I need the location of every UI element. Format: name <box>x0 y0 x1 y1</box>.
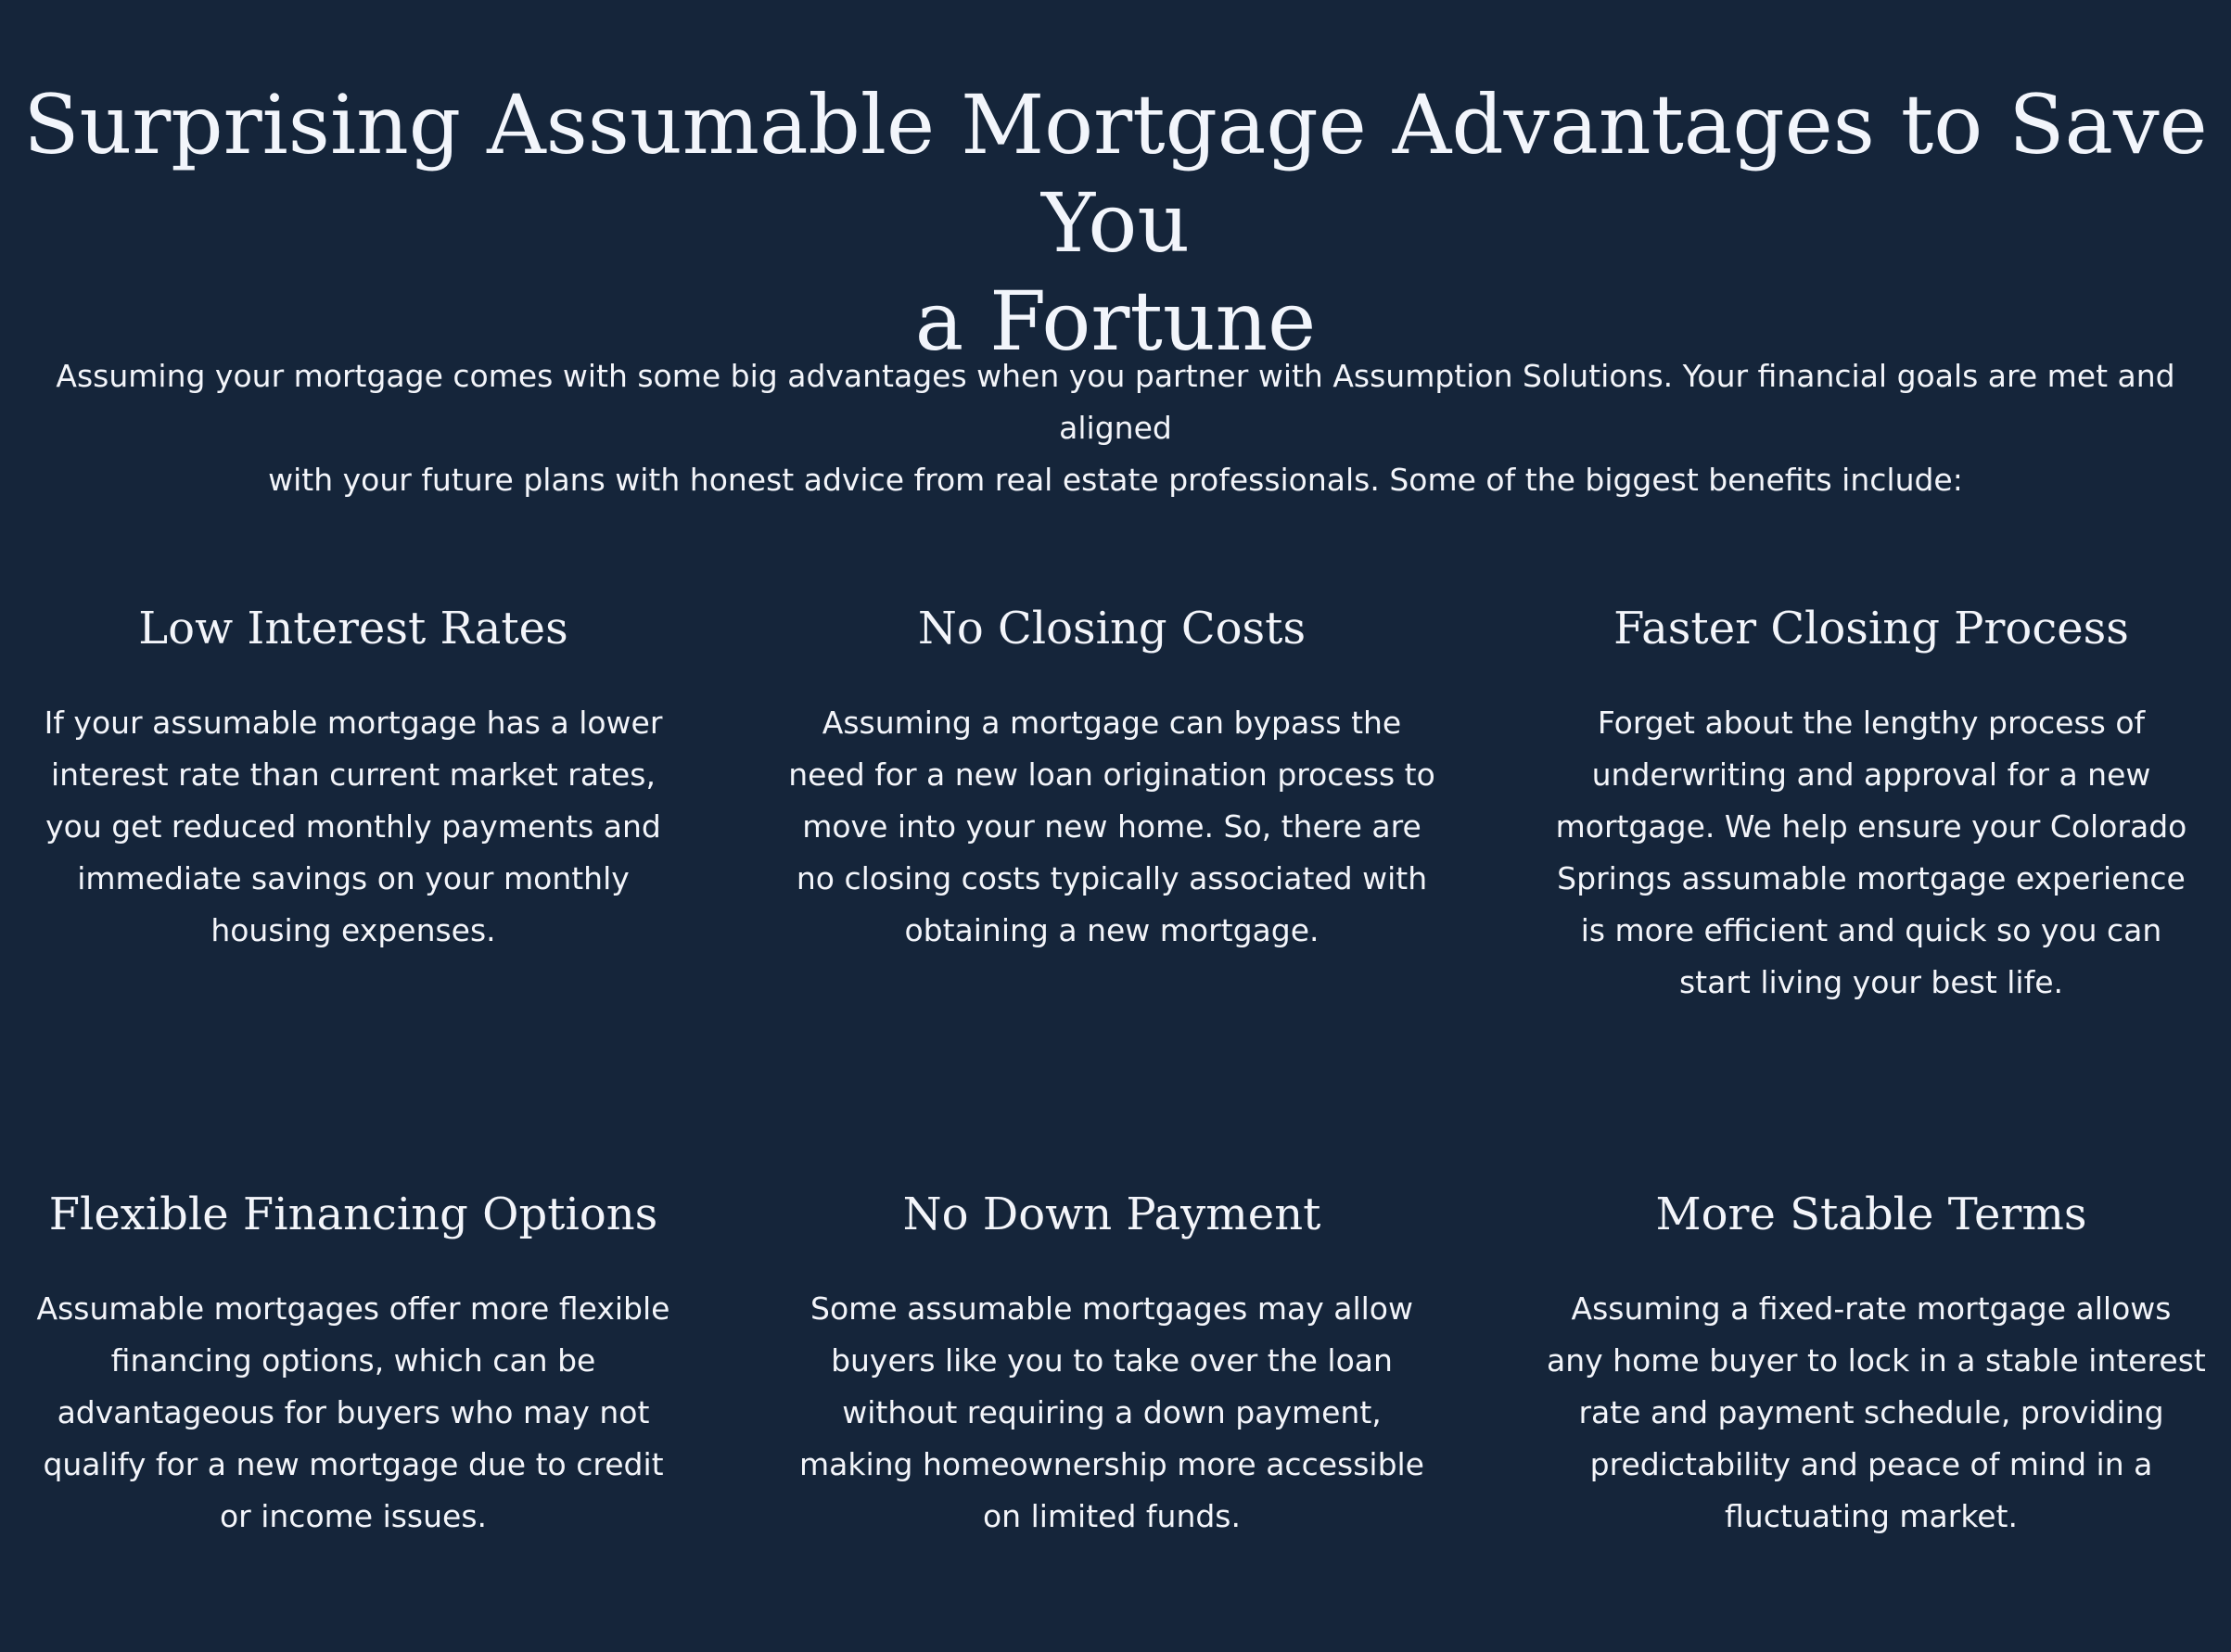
benefit-line: move into your new home. So, there are <box>802 808 1421 845</box>
benefit-title: Low Interest Rates <box>138 603 568 654</box>
benefit-line: Assuming a fixed-rate mortgage allows <box>1571 1290 2172 1327</box>
benefit-line: advantageous for buyers who may not <box>57 1394 650 1430</box>
benefit-card-flexible-financing-options <box>29 1187 678 1543</box>
benefit-card-no-down-payment <box>787 1187 1436 1543</box>
benefit-description <box>787 1283 1436 1543</box>
benefit-line: start living your best life. <box>1678 964 2064 1000</box>
intro-line-2: with your future plans with honest advice from real estate professionals. Some of the biggest benefits include: <box>268 462 1963 498</box>
benefit-line: or income issues. <box>219 1498 488 1534</box>
benefit-line: Assumable mortgages offer more flexible <box>36 1290 670 1327</box>
benefit-line: financing options, which can be <box>110 1342 596 1379</box>
benefit-line: If your assumable mortgage has a lower <box>44 705 663 741</box>
benefit-description <box>1547 697 2196 1009</box>
benefit-title: Faster Closing Process <box>1613 603 2129 654</box>
benefit-line: Forget about the lengthy process of <box>1597 705 2146 741</box>
page-title-line-1: Surprising Assumable Mortgage Advantages to Save You <box>23 77 2208 271</box>
benefit-title: No Down Payment <box>902 1188 1321 1240</box>
benefit-description <box>1547 1283 2206 1543</box>
benefit-line: any home buyer to lock in a stable interest <box>1547 1342 2206 1379</box>
benefit-line: on limited funds. <box>982 1498 1241 1534</box>
benefit-line: making homeownership more accessible <box>799 1446 1424 1482</box>
benefit-line: Assuming a mortgage can bypass the <box>822 705 1402 741</box>
benefit-card-no-closing-costs <box>787 601 1436 957</box>
benefit-line: housing expenses. <box>210 912 496 948</box>
benefit-line: without requiring a down payment, <box>842 1394 1382 1430</box>
benefit-line: fluctuating market. <box>1725 1498 2018 1534</box>
benefit-title: More Stable Terms <box>1655 1188 2087 1240</box>
benefit-line: obtaining a new mortgage. <box>904 912 1319 948</box>
benefit-card-low-interest-rates <box>29 601 678 957</box>
intro-paragraph <box>0 350 2231 506</box>
benefit-line: immediate savings on your monthly <box>77 860 630 896</box>
benefit-line: interest rate than current market rates, <box>51 756 656 793</box>
benefit-card-more-stable-terms <box>1547 1187 2206 1543</box>
benefit-description <box>29 1283 678 1543</box>
intro-line-1: Assuming your mortgage comes with some big advantages when you partner with Assumption Solutions. Your financial goals are met and aligned <box>56 358 2175 446</box>
benefit-line: need for a new loan origination process to <box>788 756 1435 793</box>
benefit-line: no closing costs typically associated with <box>796 860 1428 896</box>
benefit-line: Springs assumable mortgage experience <box>1557 860 2186 896</box>
benefit-line: qualify for a new mortgage due to credit <box>43 1446 664 1482</box>
benefit-line: rate and payment schedule, providing <box>1578 1394 2164 1430</box>
benefit-line: you get reduced monthly payments and <box>45 808 661 845</box>
benefit-line: predictability and peace of mind in a <box>1589 1446 2153 1482</box>
page-title <box>0 76 2231 371</box>
benefit-line: Some assumable mortgages may allow <box>810 1290 1413 1327</box>
benefit-description <box>29 697 678 957</box>
benefit-line: is more efficient and quick so you can <box>1580 912 2162 948</box>
benefit-description <box>787 697 1436 957</box>
benefit-title: No Closing Costs <box>917 603 1307 654</box>
page-title-line-2: a Fortune <box>914 273 1317 369</box>
benefit-card-faster-closing-process <box>1547 601 2196 1009</box>
benefit-line: mortgage. We help ensure your Colorado <box>1555 808 2187 845</box>
benefit-line: buyers like you to take over the loan <box>831 1342 1393 1379</box>
benefit-title: Flexible Financing Options <box>48 1188 658 1240</box>
benefit-line: underwriting and approval for a new <box>1591 756 2151 793</box>
